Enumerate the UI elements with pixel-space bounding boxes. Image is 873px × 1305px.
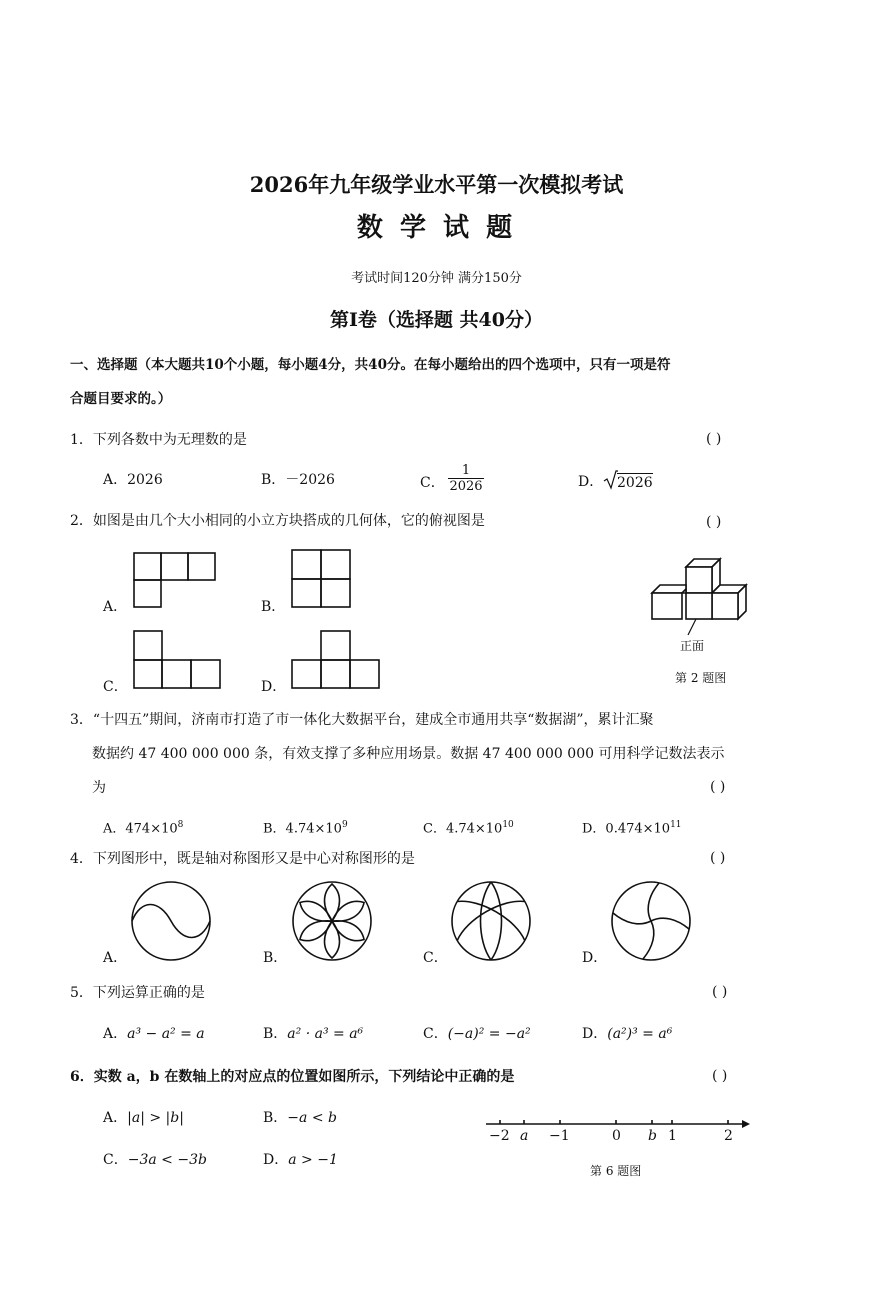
q1-answer-paren: ( ) (706, 431, 722, 447)
q4-figure-b-flower (290, 879, 374, 963)
q5-option-b (263, 1025, 363, 1043)
q5-c-label: C． (423, 1026, 448, 1042)
q1-option-a: A．2026 (103, 472, 163, 488)
q3-d-base: D．0.474×10 (582, 821, 671, 837)
q3-answer-paren: ( ) (710, 779, 726, 795)
q2-option-c: C． (103, 679, 128, 695)
q3-line2: 数据约 47 400 000 000 条，有效支撑了多种应用场景。数据 47 400 000 000 可用科学记数法表示 (92, 746, 725, 762)
q4-figure-c-trefoil (449, 879, 533, 963)
q3-line1: 3．“十四五”期间，济南市打造了市一体化大数据平台，建成全市通用共享“数据湖”，累计汇聚 (70, 712, 654, 728)
exam-info: 考试时间120分钟 满分150分 (351, 271, 522, 286)
q5-answer-paren: ( ) (712, 984, 728, 1000)
q5-b-label: B． (263, 1026, 288, 1042)
q6-option-c (103, 1151, 207, 1169)
volume-title: 第Ⅰ卷（选择题 共40分） (330, 309, 543, 331)
q6-answer-paren: ( ) (712, 1068, 728, 1084)
q3-a-base: A．474×10 (103, 821, 178, 837)
q1-c-denominator: 2026 (449, 479, 483, 494)
q6-c-label: C． (103, 1152, 128, 1168)
q4-option-b: B． (263, 950, 288, 966)
q4-stem: 4．下列图形中，既是轴对称图形又是中心对称图形的是 (70, 851, 415, 867)
q2-stem: 2．如图是由几个大小相同的小立方块搭成的几何体，它的俯视图是 (70, 513, 485, 529)
axis-label-1: 1 (668, 1128, 677, 1144)
q3-b-exp: 9 (341, 820, 348, 830)
section-intro-line2: 合题目要求的。） (70, 391, 172, 407)
q3-option-a (103, 816, 183, 838)
axis-label-a: a (520, 1128, 529, 1144)
sqrt-icon (604, 470, 618, 490)
q1-stem: 1．下列各数中为无理数的是 (70, 432, 247, 448)
q3-option-b (263, 816, 348, 838)
q3-c-exp: 10 (502, 820, 514, 830)
q5-option-a (103, 1025, 205, 1043)
q2-figure-c (133, 630, 225, 694)
q1-c-numerator: 1 (461, 463, 471, 478)
q4-figure-d-pinwheel (609, 879, 693, 963)
q6-stem: 6．实数 a，b 在数轴上的对应点的位置如图所示，下列结论中正确的是 (70, 1069, 515, 1085)
q4-answer-paren: ( ) (710, 850, 726, 866)
q3-line3: 为 (92, 780, 106, 796)
q2-front-label: 正面 (680, 639, 705, 653)
q2-figure-a (133, 552, 223, 612)
q5-option-c (423, 1025, 531, 1043)
q6-option-a (103, 1109, 184, 1127)
q5-a-label: A． (103, 1026, 128, 1042)
q1-option-d-radicand: 2026 (617, 475, 653, 491)
q5-stem: 5．下列运算正确的是 (70, 985, 205, 1001)
axis-label-0: 0 (612, 1128, 621, 1144)
arrow-right-icon (742, 1120, 750, 1128)
q6-b-label: B． (263, 1110, 288, 1126)
axis-label-2: 2 (724, 1128, 733, 1144)
q4-figure-a-circle-wave (129, 879, 213, 963)
q2-figure-caption: 第 2 题图 (675, 671, 727, 685)
q2-option-d: D． (261, 679, 287, 695)
q6-b-expr: −a < b (287, 1110, 337, 1126)
q6-d-label: D． (263, 1152, 289, 1168)
exam-title: 2026年九年级学业水平第一次模拟考试 (249, 172, 624, 197)
q4-option-c: C． (423, 950, 448, 966)
subject-title: 数 学 试 题 (356, 213, 517, 243)
q6-a-expr: |a| > |b| (127, 1110, 184, 1126)
q5-b-expr: a² · a³ = a⁶ (287, 1026, 364, 1042)
q5-option-d (582, 1025, 672, 1043)
axis-label-b: b (648, 1128, 657, 1144)
q3-c-base: C．4.74×10 (423, 821, 503, 837)
q2-answer-paren: ( ) (706, 514, 722, 530)
q1-option-b: B．－2026 (261, 472, 335, 488)
q3-b-base: B．4.74×10 (263, 821, 342, 837)
section-intro-line1: 一、选择题（本大题共10个小题，每小题4分，共40分。在每小题给出的四个选项中，只有一项是符 (70, 357, 671, 373)
q5-d-expr: (a²)³ = a⁶ (607, 1026, 673, 1042)
q6-a-label: A． (103, 1110, 128, 1126)
q1-option-c-fraction (448, 463, 484, 494)
q1-option-c-label: C． (420, 475, 445, 491)
q6-option-d (263, 1151, 338, 1169)
axis-label-neg1: −1 (549, 1128, 570, 1144)
q2-figure-b (291, 549, 361, 611)
q3-a-exp: 8 (177, 820, 184, 830)
q4-option-d: D． (582, 950, 608, 966)
q2-figure-d (291, 630, 383, 694)
q6-d-expr: a > −1 (288, 1152, 338, 1168)
q5-c-expr: (−a)² = −a² (447, 1026, 531, 1042)
q5-d-label: D． (582, 1026, 608, 1042)
q2-option-b: B． (261, 599, 286, 615)
q2-option-a: A． (103, 599, 128, 615)
q5-a-expr: a³ − a² = a (127, 1026, 205, 1042)
q3-option-d (582, 816, 682, 838)
axis-label-neg2: −2 (489, 1128, 510, 1144)
q6-option-b (263, 1109, 337, 1127)
q6-figure-caption: 第 6 题图 (590, 1164, 642, 1178)
q3-d-exp: 11 (670, 820, 682, 830)
q4-option-a: A． (103, 950, 128, 966)
q3-option-c (423, 816, 514, 838)
q6-c-expr: −3a < −3b (127, 1152, 207, 1168)
q1-option-d-label: D． (578, 474, 604, 490)
